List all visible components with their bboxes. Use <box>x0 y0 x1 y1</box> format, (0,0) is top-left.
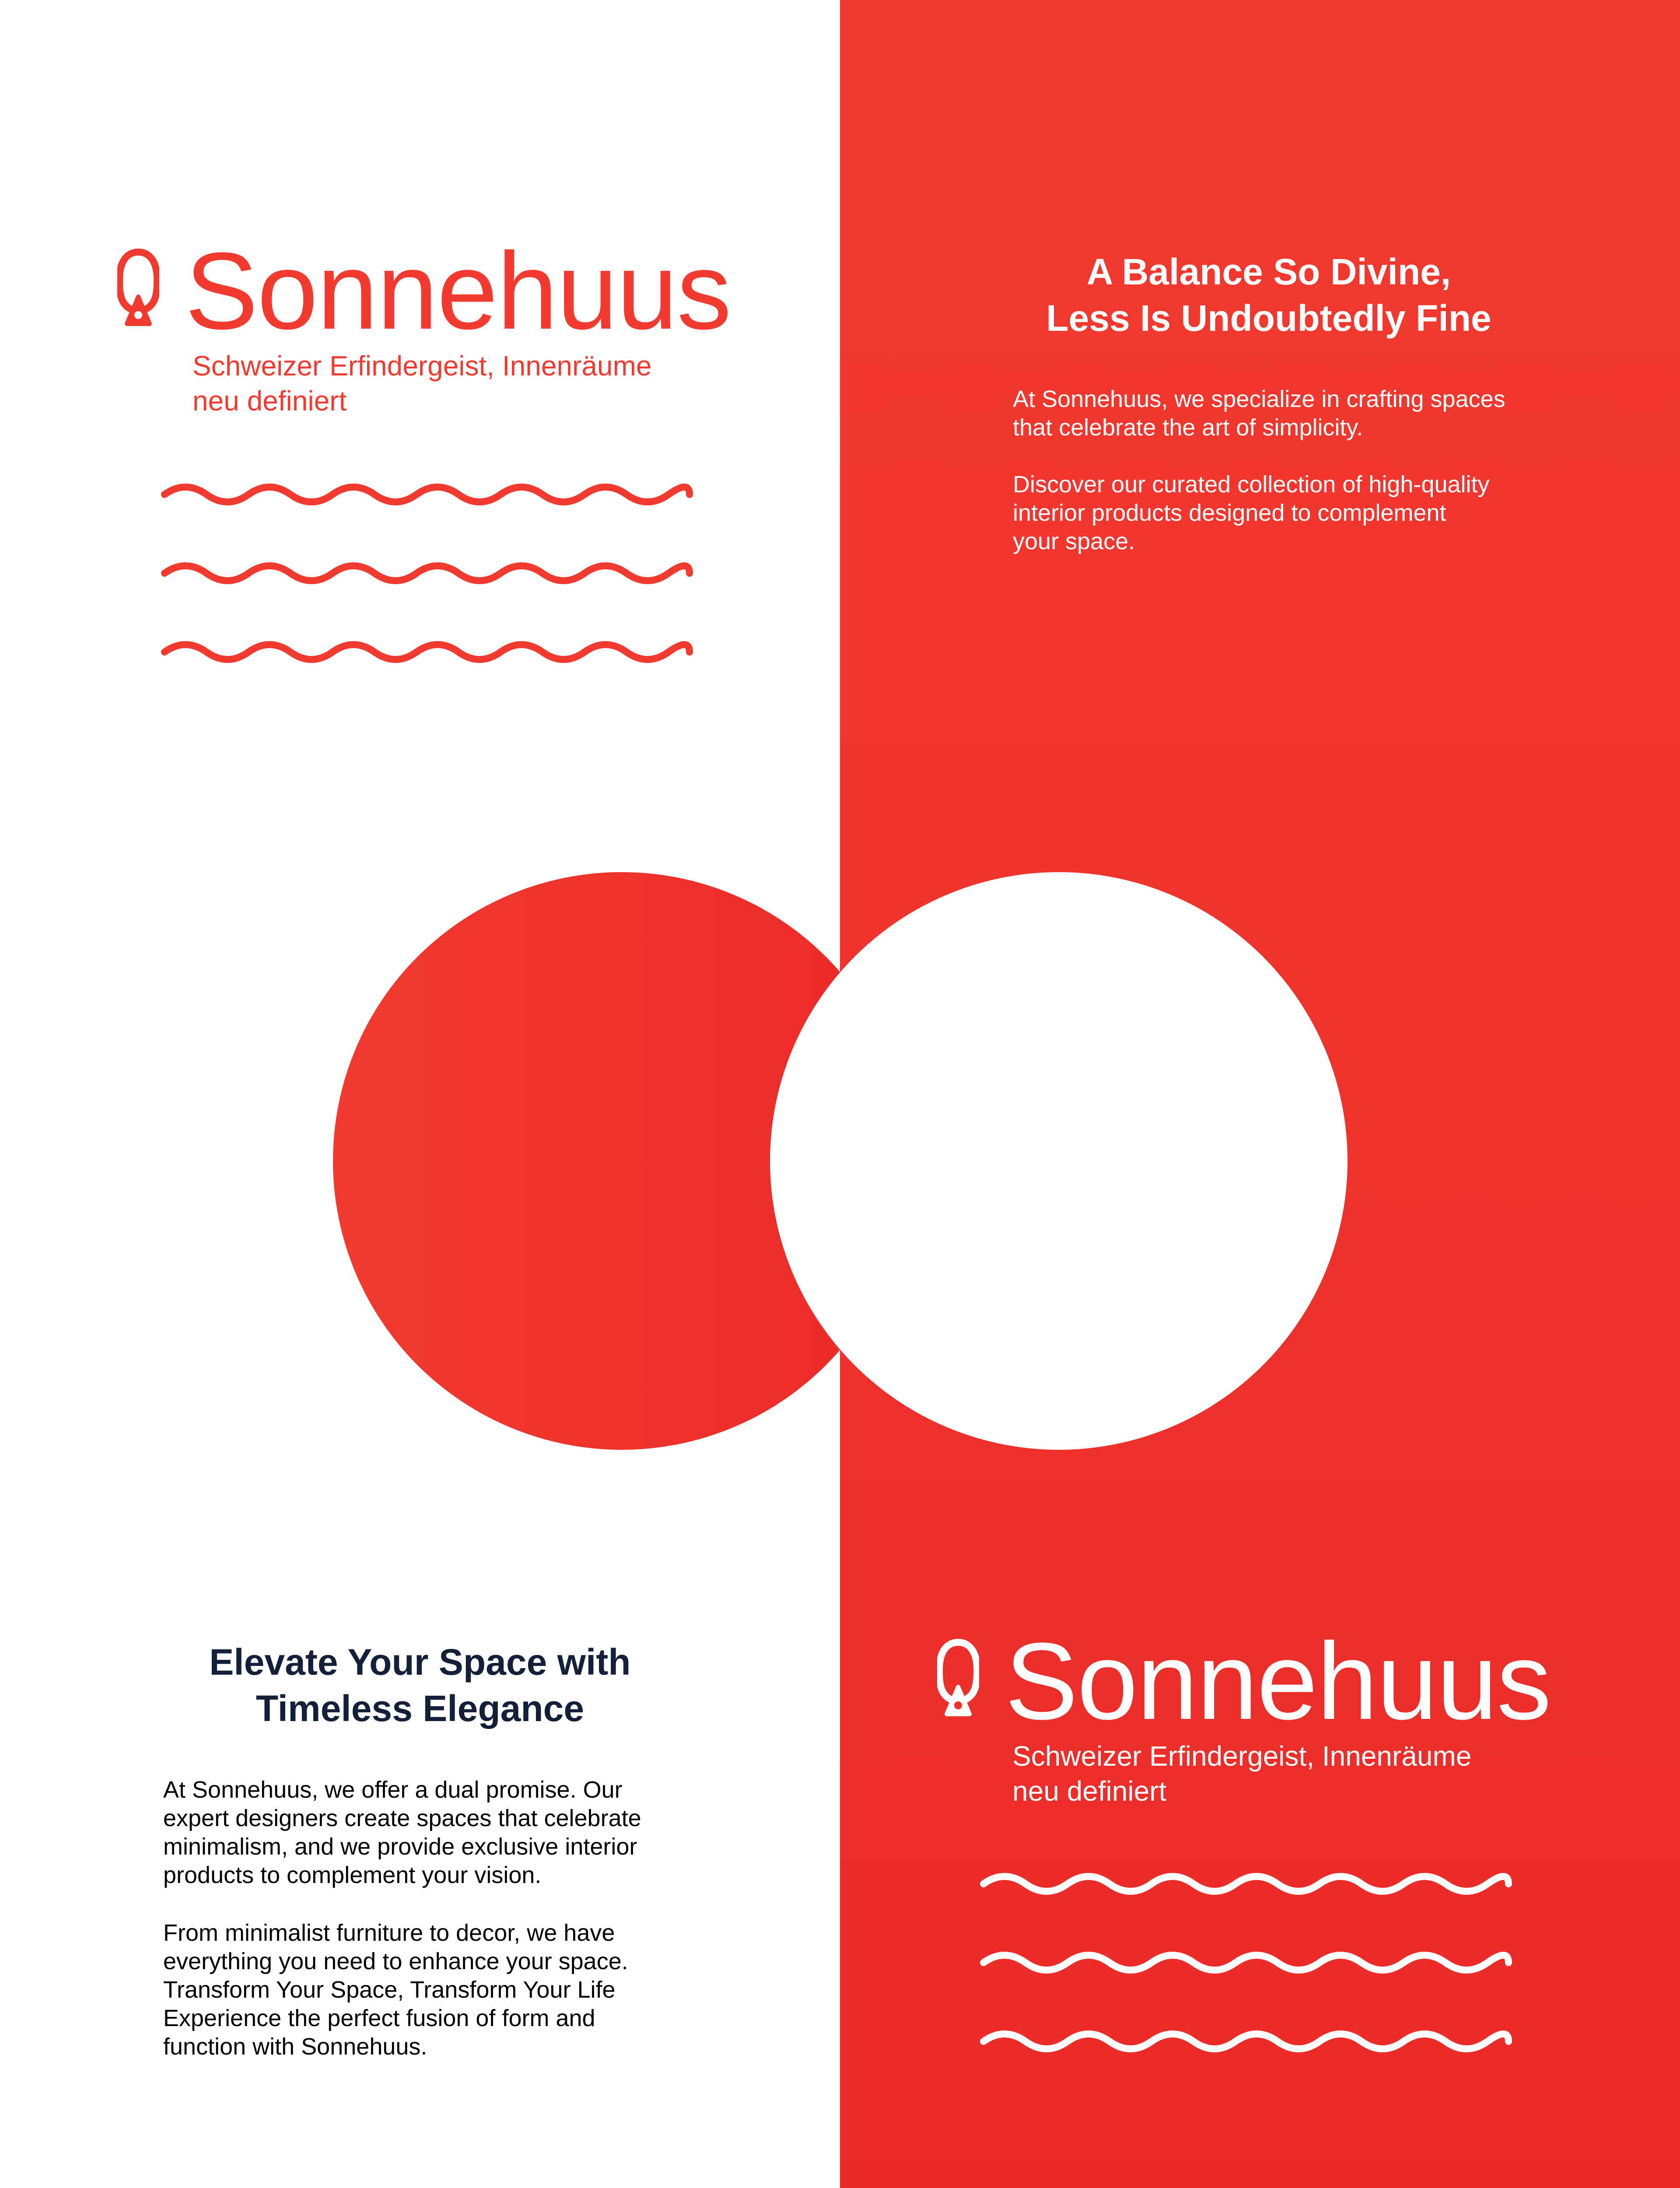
wave-decoration-bottom <box>980 1871 1531 2063</box>
brand-name: Sonnehuus <box>1005 1620 1551 1742</box>
wave-line <box>164 566 690 581</box>
wave-line <box>984 1955 1508 1970</box>
paragraph-right-1: At Sonnehuus, we specialize in crafting spaces that celebrate the art of simplicity. <box>1013 386 1505 441</box>
brand-tagline: Schweizer Erfindergeist, Innenräume neu definiert <box>1012 1740 1472 1807</box>
brand-name: Sonnehuus <box>185 230 731 352</box>
logo-mark-icon <box>117 249 159 330</box>
paragraph-left-1: At Sonnehuus, we offer a dual promise. Our expert designers create spaces that celebrate minimalism, and we provide exclusive interior products to complement your vision. <box>163 1777 641 1888</box>
brand-tagline: Schweizer Erfindergeist, Innenräume neu definiert <box>192 350 652 417</box>
white-circle <box>770 872 1348 1450</box>
wave-line <box>164 487 690 502</box>
paragraph-left-2: From minimalist furniture to decor, we have everything you need to enhance your space. Transform Your Space, Transform Your Life Experience the perfect fusion of form and function with Sonnehuus. <box>163 1920 628 2060</box>
paragraph-right-2: Discover our curated collection of high-quality interior products designed to complement your space. <box>1013 471 1490 554</box>
heading-elevate: Elevate Your Space with Timeless Elegance <box>209 1641 631 1729</box>
wave-line <box>984 2034 1508 2049</box>
wave-line <box>164 645 690 659</box>
wave-decoration-top <box>161 481 712 674</box>
heading-balance: A Balance So Divine, Less Is Undoubtedly Fine <box>1046 251 1491 339</box>
wave-line <box>984 1876 1508 1891</box>
logo-mark-icon <box>937 1639 979 1720</box>
